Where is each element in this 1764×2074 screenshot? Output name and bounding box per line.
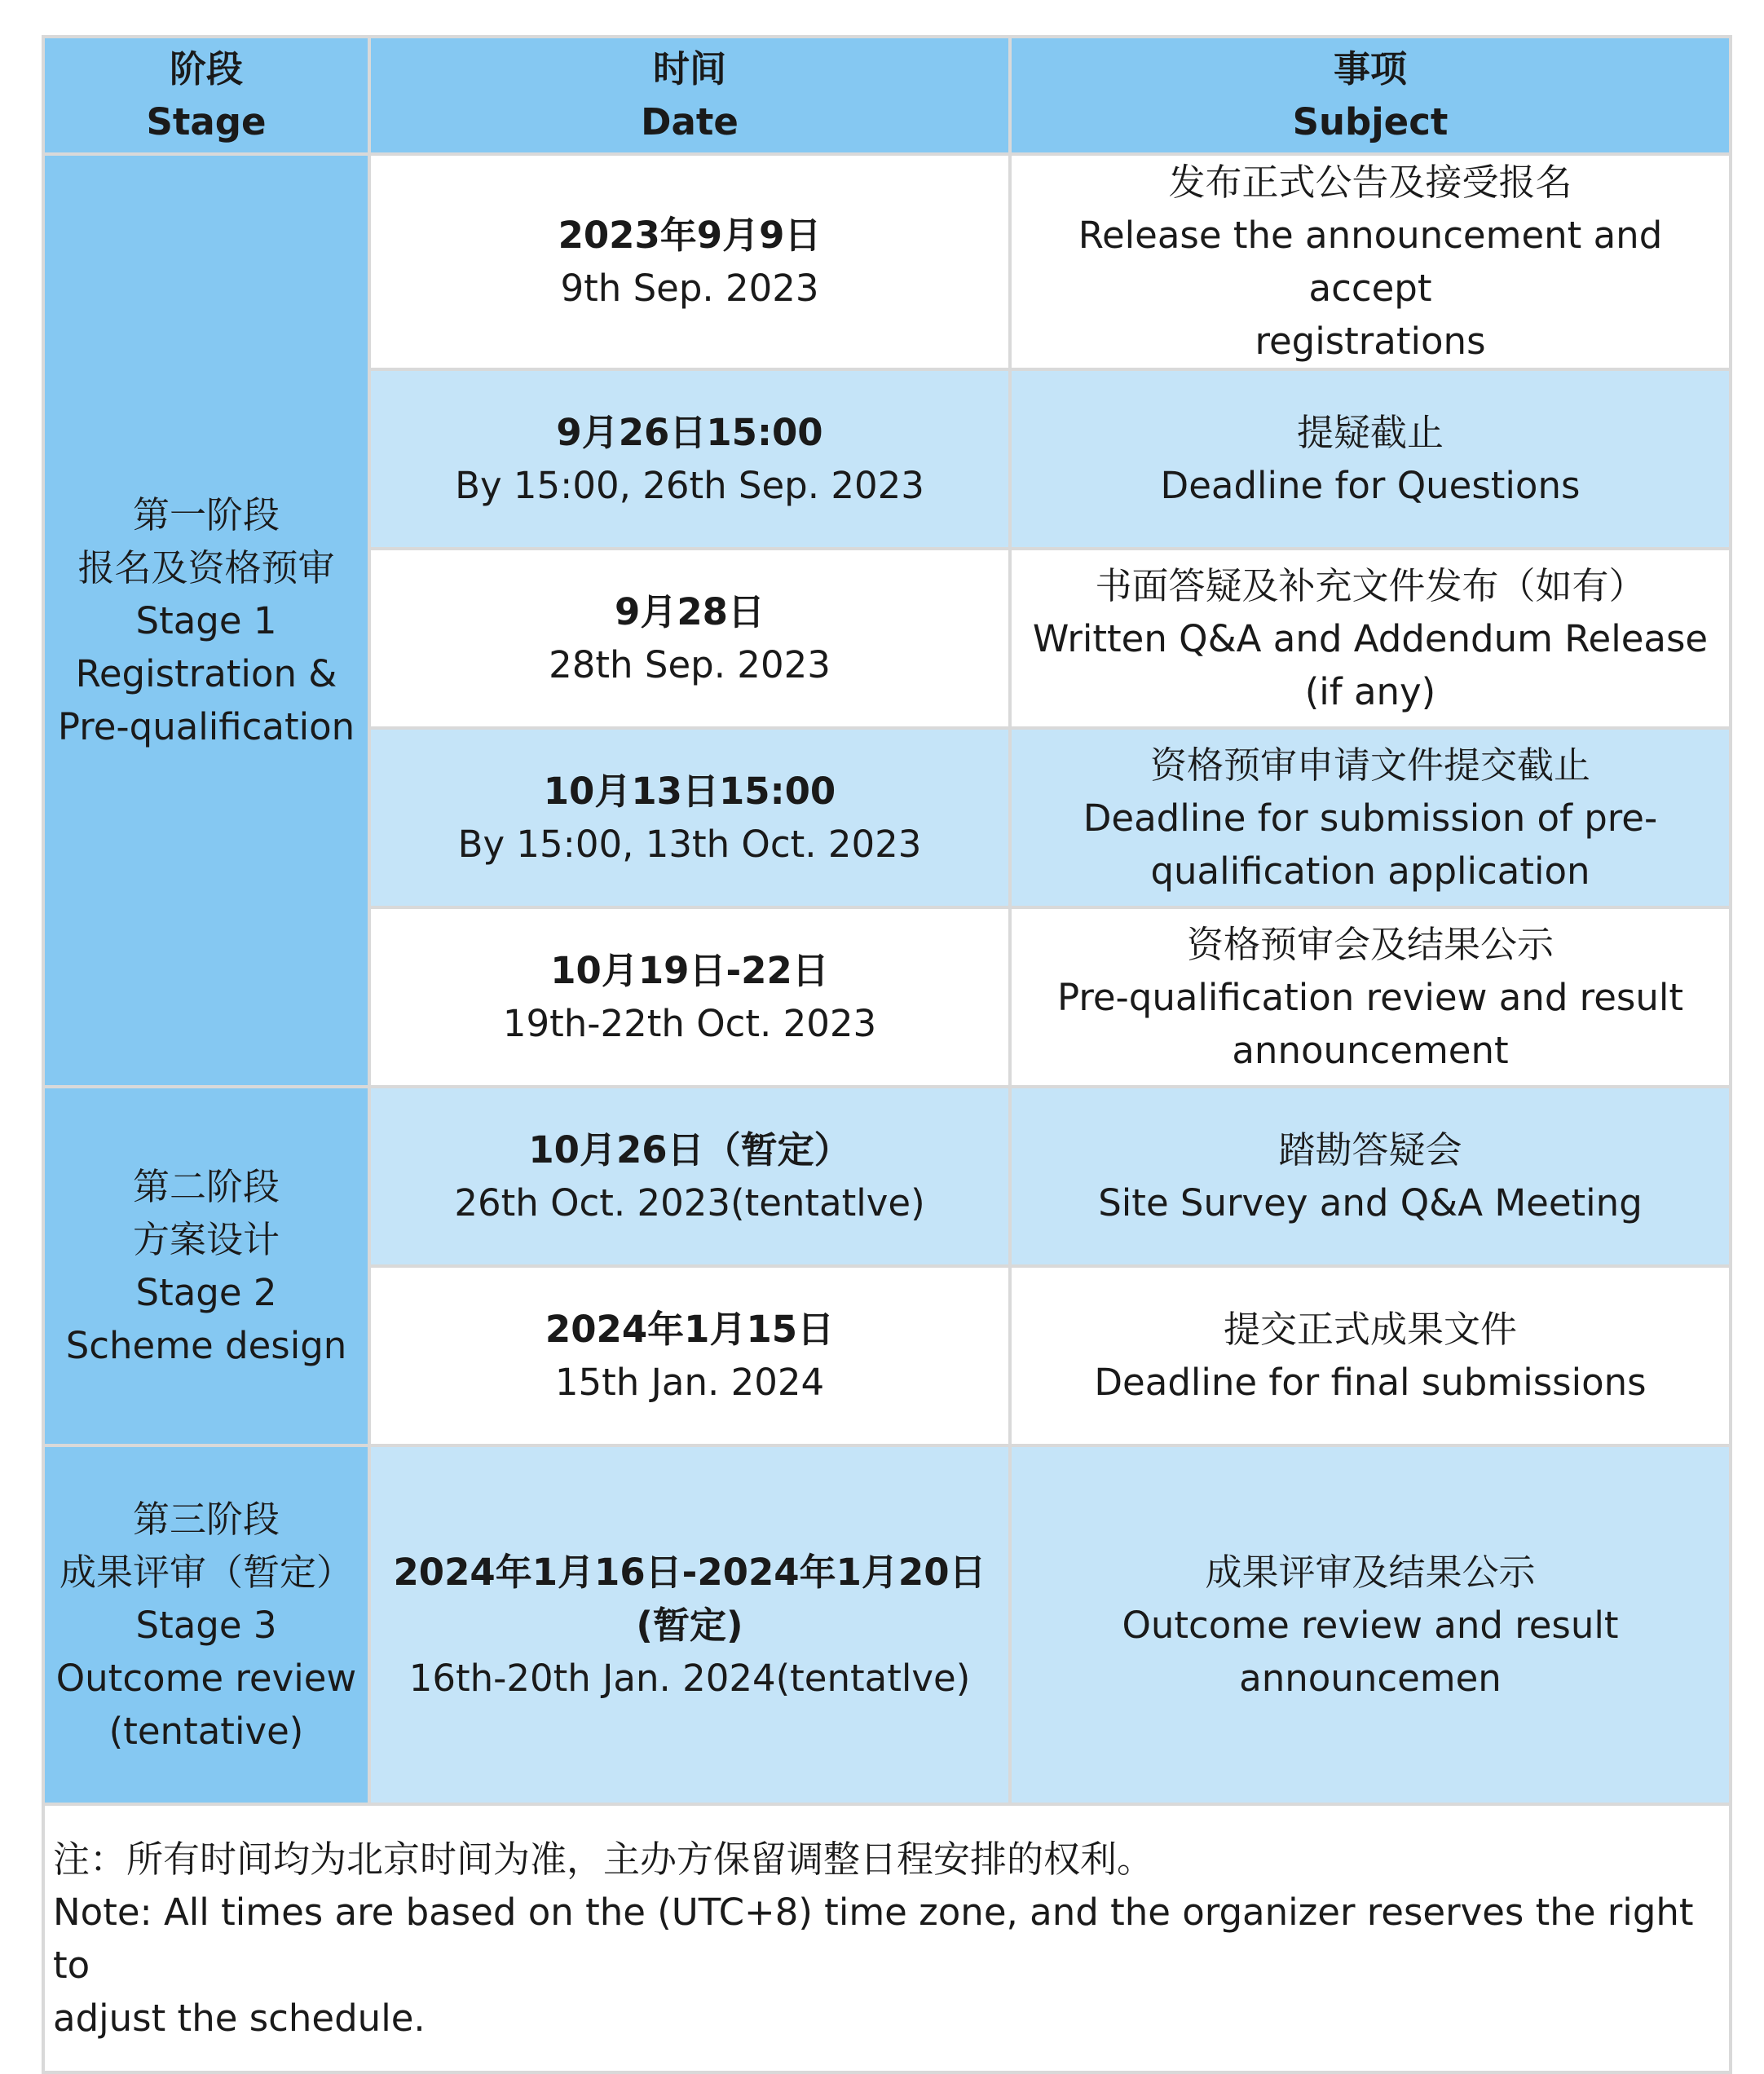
header-subject-cn: 事项: [1333, 47, 1407, 90]
stage-3-line: 第三阶段: [132, 1497, 280, 1541]
subject-cell: [1010, 728, 1731, 907]
date-en: 9th Sep. 2023: [560, 267, 819, 310]
header-stage-en: Stage: [146, 100, 267, 143]
note-cell: [43, 1804, 1731, 2072]
stage-3-cell: [43, 1445, 369, 1804]
subject-cn: 踏勘答疑会: [1278, 1128, 1462, 1172]
stage-1-line: 报名及资格预审: [77, 545, 335, 589]
date-en: By 15:00, 26th Sep. 2023: [455, 464, 924, 507]
table-row: [43, 1445, 1731, 1804]
date-en: 19th-22th Oct. 2023: [502, 1002, 877, 1045]
subject-en: announcemen: [1239, 1656, 1502, 1700]
date-cell: [369, 1266, 1010, 1445]
header-stage-cn: 阶段: [169, 47, 243, 90]
subject-cn: 成果评审及结果公示: [1205, 1550, 1536, 1594]
subject-cn: 资格预审会及结果公示: [1186, 922, 1554, 966]
date-en: 15th Jan. 2024: [554, 1361, 825, 1404]
subject-cn: 书面答疑及补充文件发布（如有）: [1095, 563, 1646, 607]
subject-en: Deadline for submission of pre-: [1083, 796, 1658, 840]
date-cn: 10月26日（暂定）: [528, 1128, 851, 1172]
header-date: [369, 37, 1010, 154]
subject-cell: [1010, 549, 1731, 728]
header-subject-en: Subject: [1292, 100, 1449, 143]
table-row: [43, 1087, 1731, 1266]
date-cn: 9月28日: [615, 590, 765, 633]
header-stage: [43, 37, 369, 154]
stage-2-line: 方案设计: [132, 1218, 280, 1261]
subject-cell: [1010, 1445, 1731, 1804]
date-en: 26th Oct. 2023(tentatlve): [454, 1181, 925, 1225]
date-cn: 10月13日15:00: [543, 770, 836, 813]
date-cn: 10月19日-22日: [550, 949, 829, 992]
date-en: By 15:00, 13th Oct. 2023: [457, 823, 922, 866]
date-cn: 2024年1月15日: [545, 1308, 835, 1351]
header-row: [43, 37, 1731, 154]
subject-en: registrations: [1255, 320, 1486, 363]
date-cell: [369, 728, 1010, 907]
subject-en: Deadline for Questions: [1160, 464, 1581, 507]
stage-3-line: Outcome review: [55, 1656, 357, 1700]
subject-en: Pre-qualification review and result: [1056, 975, 1683, 1019]
date-cell: [369, 907, 1010, 1087]
subject-cn: 资格预审申请文件提交截止: [1149, 743, 1590, 787]
date-cell: [369, 369, 1010, 549]
date-cn: (暂定): [636, 1603, 743, 1647]
date-cell: [369, 1445, 1010, 1804]
header-date-en: Date: [641, 100, 739, 143]
stage-2-cell: [43, 1087, 369, 1445]
stage-2-line: Stage 2: [135, 1271, 277, 1314]
subject-en: Outcome review and result: [1122, 1603, 1619, 1647]
date-cell: [369, 549, 1010, 728]
date-en: 16th-20th Jan. 2024(tentatlve): [408, 1656, 971, 1700]
note-cn: 注：所有时间均为北京时间为准，主办方保留调整日程安排的权利。: [53, 1837, 1154, 1881]
subject-cell: [1010, 1087, 1731, 1266]
subject-cell: [1010, 369, 1731, 549]
header-subject: [1010, 37, 1731, 154]
table-row: [43, 154, 1731, 369]
stage-1-line: Registration &: [75, 651, 337, 695]
stage-1-line: Stage 1: [135, 598, 277, 642]
date-cn: 2023年9月9日: [558, 214, 822, 257]
subject-cell: [1010, 154, 1731, 369]
subject-cn: 提交正式成果文件: [1223, 1308, 1517, 1351]
subject-cell: [1010, 1266, 1731, 1445]
stage-1-line: Pre-qualification: [57, 704, 355, 748]
stage-1-cell: [43, 154, 369, 1087]
subject-en: qualification application: [1150, 849, 1590, 893]
stage-3-line: 成果评审（暂定）: [59, 1550, 353, 1594]
date-en: 28th Sep. 2023: [549, 643, 831, 686]
subject-cn: 提疑截止: [1296, 411, 1444, 454]
note-en: Note: All times are based on the (UTC+8) time zone, and the organizer reserves the right to: [53, 1890, 1694, 1987]
subject-en: Deadline for final submissions: [1094, 1361, 1647, 1404]
date-cn: 2024年1月16日-2024年1月20日: [393, 1550, 986, 1594]
subject-en: Release the announcement and accept: [1078, 214, 1663, 310]
subject-en: announcement: [1232, 1028, 1509, 1072]
stage-3-line: Stage 3: [135, 1603, 277, 1647]
schedule-table: [42, 35, 1732, 2074]
date-cell: [369, 1087, 1010, 1266]
note-row: [43, 1804, 1731, 2072]
subject-en: (if any): [1304, 669, 1436, 713]
stage-2-line: Scheme design: [65, 1324, 347, 1367]
subject-cn: 发布正式公告及接受报名: [1168, 161, 1572, 204]
note-en: adjust the schedule.: [53, 1996, 426, 2040]
stage-1-line: 第一阶段: [132, 492, 280, 536]
subject-en: Written Q&A and Addendum Release: [1032, 616, 1709, 660]
stage-3-line: (tentative): [108, 1709, 304, 1753]
header-date-cn: 时间: [652, 47, 726, 90]
subject-en: Site Survey and Q&A Meeting: [1098, 1181, 1643, 1225]
subject-cell: [1010, 907, 1731, 1087]
stage-2-line: 第二阶段: [132, 1165, 280, 1208]
date-cell: [369, 154, 1010, 369]
date-cn: 9月26日15:00: [556, 411, 823, 454]
